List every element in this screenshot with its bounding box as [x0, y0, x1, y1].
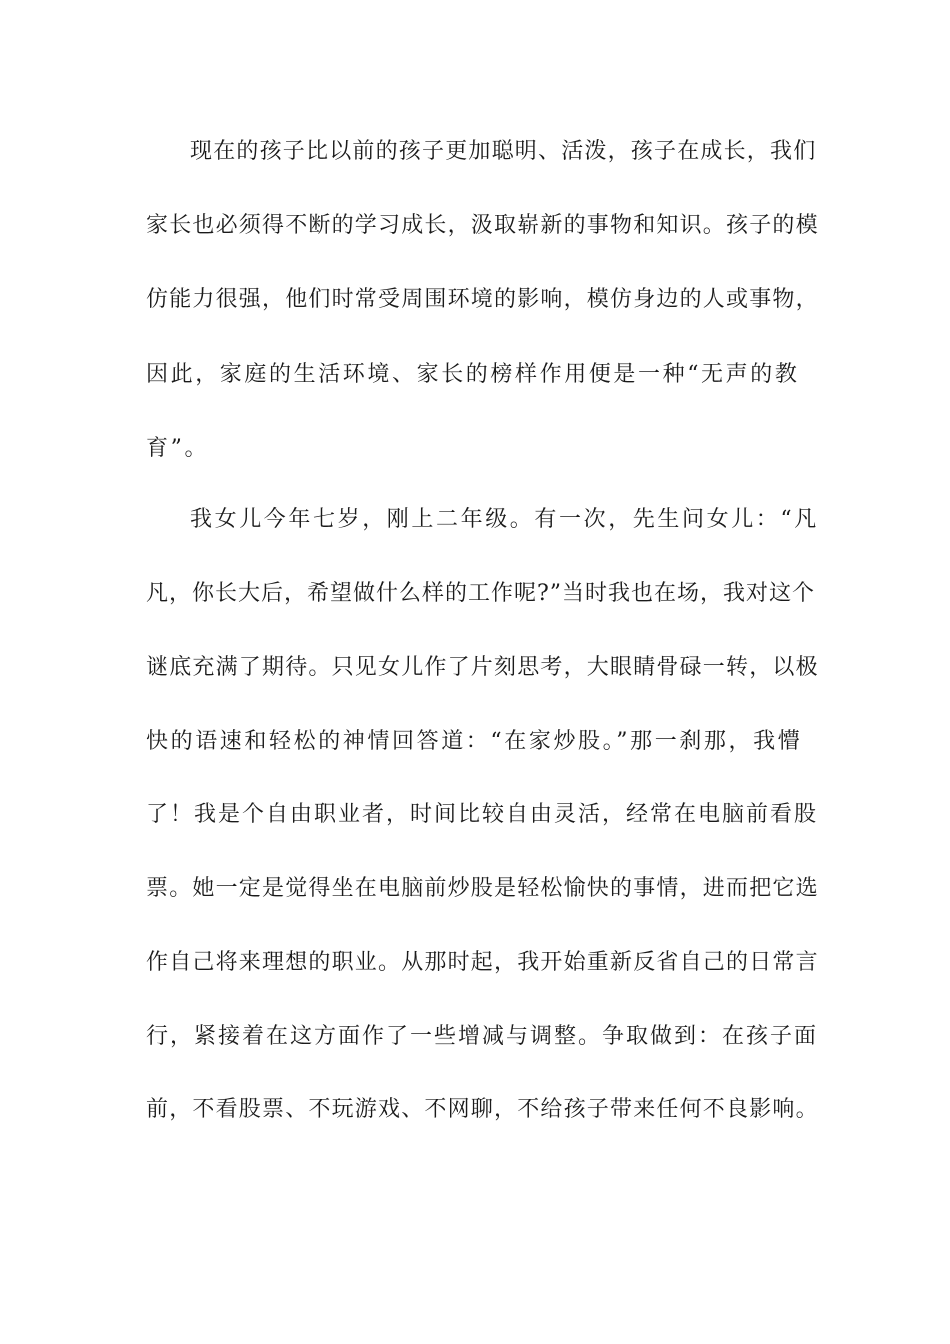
paragraph-1-line-5: 育”。 — [146, 436, 210, 461]
paragraph-1-line-3: 仿能力很强，他们时常受周围环境的影响，模仿身边的人或事物， — [146, 287, 819, 312]
paragraph-2-line-6: 票。她一定是觉得坐在电脑前炒股是轻松愉快的事情，进而把它选 — [146, 876, 819, 901]
paragraph-1-line-4: 因此，家庭的生活环境、家长的榜样作用便是一种“无声的教 — [146, 362, 800, 387]
paragraph-2-line-3: 谜底充满了期待。只见女儿作了片刻思考，大眼睛骨碌一转，以极 — [146, 655, 819, 680]
paragraph-1-line-1: 现在的孩子比以前的孩子更加聪明、活泼，孩子在成长，我们 — [190, 139, 817, 164]
paragraph-2-line-5: 了！我是个自由职业者，时间比较自由灵活，经常在电脑前看股 — [146, 802, 819, 827]
paragraph-2-line-4: 快的语速和轻松的神情回答道：“在家炒股。”那一刹那，我懵 — [146, 729, 803, 754]
paragraph-2-line-2: 凡，你长大后，希望做什么样的工作呢?”当时我也在场，我对这个 — [146, 581, 816, 606]
paragraph-1-line-2: 家长也必须得不断的学习成长，汲取崭新的事物和知识。孩子的模 — [146, 213, 819, 238]
paragraph-2-line-9: 前，不看股票、不玩游戏、不网聊，不给孩子带来任何不良影响。 — [146, 1097, 819, 1122]
paragraph-2-line-1: 我女儿今年七岁，刚上二年级。有一次，先生问女儿：“凡 — [190, 507, 819, 532]
paragraph-2-line-8: 行，紧接着在这方面作了一些增减与调整。争取做到：在孩子面 — [146, 1024, 819, 1049]
paragraph-2-line-7: 作自己将来理想的职业。从那时起，我开始重新反省自己的日常言 — [146, 950, 819, 975]
